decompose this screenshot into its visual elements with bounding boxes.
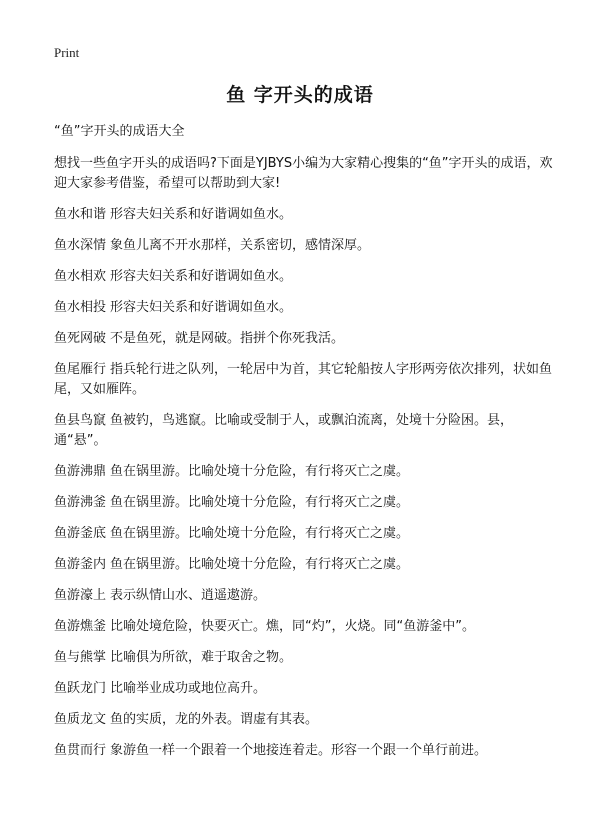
idiom-entry [54,617,554,637]
article-body [54,122,554,772]
idiom-term: 鱼游燋釜 [54,619,107,634]
idiom-definition: 鱼在锅里游。比喻处境十分危险，有行将灭亡之虞。 [110,495,410,510]
idiom-entry [54,710,554,730]
idiom-definition: 形容夫妇关系和好谐调如鱼水。 [110,269,293,284]
idiom-term: 鱼游釜内 [54,557,107,572]
idiom-entry [54,741,554,761]
idiom-definition: 不是鱼死，就是网破。指拼个你死我活。 [110,331,345,346]
idiom-entry [54,298,554,318]
idiom-term: 鱼水相投 [54,300,107,315]
idiom-term: 鱼水深情 [54,238,107,253]
idiom-definition: 比喻举业成功或地位高升。 [110,681,267,696]
idiom-entry [54,267,554,287]
idiom-term: 鱼水和谐 [54,207,107,222]
idiom-definition: 比喻俱为所欲，难于取舍之物。 [110,650,293,665]
idiom-term: 鱼游濠上 [54,588,107,603]
idiom-term: 鱼水相欢 [54,269,107,284]
idiom-entry [54,648,554,668]
print-link[interactable]: Print [54,45,80,60]
idiom-entry [54,205,554,225]
idiom-definition: 象鱼儿离不开水那样，关系密切，感情深厚。 [110,238,371,253]
page-title: 鱼 字开头的成语 [226,84,374,106]
idiom-term: 鱼游釜底 [54,526,107,541]
idiom-definition: 鱼的实质，龙的外表。谓虚有其表。 [110,712,319,727]
idiom-entry [54,462,554,482]
article-subtitle: “鱼”字开头的成语大全 [54,124,185,139]
idiom-definition: 比喻处境危险，快要灭亡。燋，同“灼”，火烧。同“鱼游釜中”。 [110,619,475,634]
idiom-definition: 指兵轮行进之队列，一轮居中为首，其它轮船按人字形两旁依次排列，状如鱼尾，又如雁阵。 [54,362,553,397]
idiom-entry [54,555,554,575]
idiom-term: 鱼与熊掌 [54,650,107,665]
idiom-term: 鱼死网破 [54,331,107,346]
idiom-definition: 鱼被钓，鸟逃竄。比喻或受制于人，或飘泊流离，处境十分险困。县，通“悬”。 [54,413,514,448]
idiom-term: 鱼贯而行 [54,743,107,758]
idiom-term: 鱼跃龙门 [54,681,107,696]
idiom-term: 鱼游沸鼎 [54,464,107,479]
idiom-entry [54,586,554,606]
idiom-definition: 象游鱼一样一个跟着一个地接连着走。形容一个跟一个单行前进。 [110,743,488,758]
idiom-entry [54,360,554,400]
idiom-definition: 表示纵情山水、逍遥遨游。 [110,588,267,603]
idiom-definition: 鱼在锅里游。比喻处境十分危险，有行将灭亡之虞。 [110,557,410,572]
idiom-definition: 鱼在锅里游。比喻处境十分危险，有行将灭亡之虞。 [110,526,410,541]
idiom-term: 鱼游沸釜 [54,495,107,510]
idiom-entry [54,679,554,699]
idiom-term: 鱼质龙文 [54,712,107,727]
idiom-definition: 鱼在锅里游。比喻处境十分危险，有行将灭亡之虞。 [110,464,410,479]
idiom-entry [54,329,554,349]
idiom-entry [54,411,554,451]
idiom-definition: 形容夫妇关系和好谐调如鱼水。 [110,300,293,315]
idiom-term: 鱼县鸟竄 [54,413,107,428]
idiom-entry [54,236,554,256]
idiom-definition: 形容夫妇关系和好谐调如鱼水。 [110,207,293,222]
intro-paragraph: 想找一些鱼字开头的成语吗?下面是YJBYS小编为大家精心搜集的“鱼”字开头的成语，欢迎大家参考借鉴，希望可以帮助到大家! [54,156,553,191]
idiom-entry [54,524,554,544]
idiom-term: 鱼尾雁行 [54,362,107,377]
idiom-entry [54,493,554,513]
